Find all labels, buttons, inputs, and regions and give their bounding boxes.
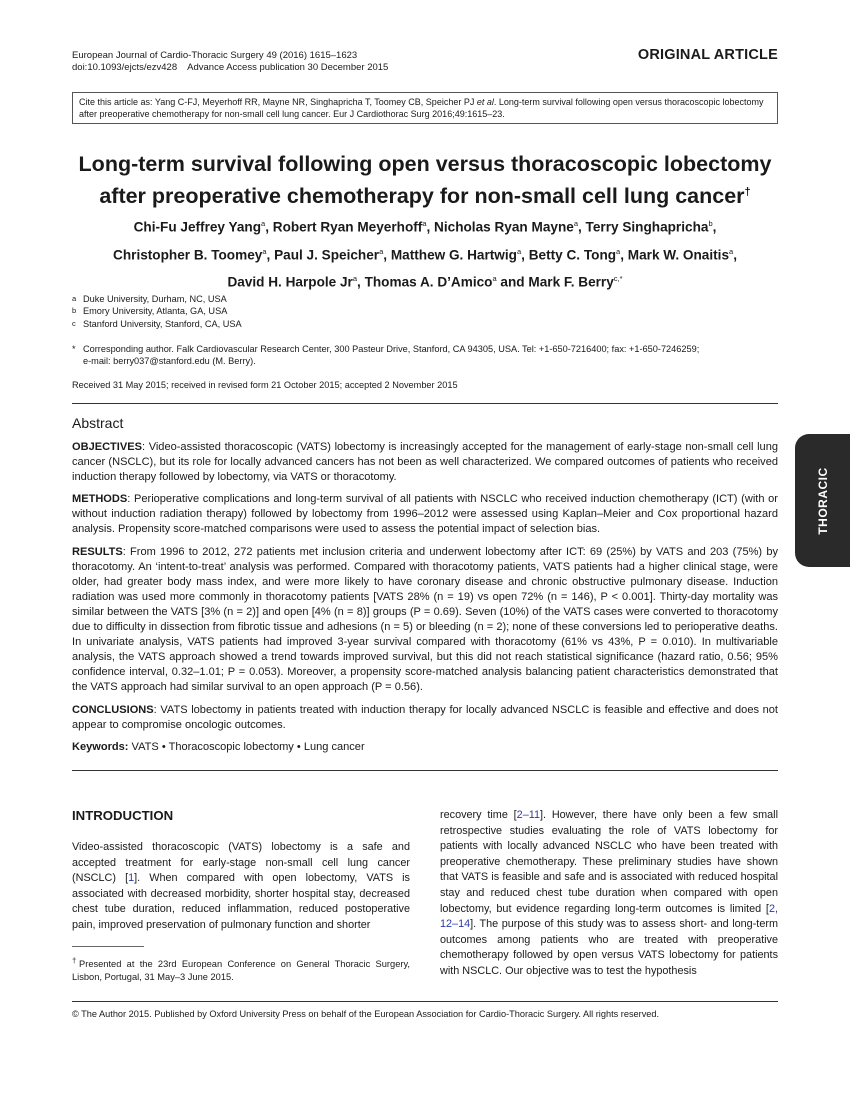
affiliations (72, 293, 242, 330)
intro-column-2: recovery time [2–11]. However, there have only been a few small retrospective studies evaluating the role of VATS lobectomy for patients with locally advanced NSCLC who have been treated with preoperative chemotherapy. These preliminary studies have shown that VATS is feasible and safe and is associated with reduced hospital stay and reduced chest tube duration when compared with open lobectomy, but evidence regarding long-term outcomes is limited [2, 12–14]. The purpose of this study was to assess short- and long-term outcomes among patients who are treated with preoperative chemotherapy followed by open versus VATS lobectomy for patients with NSCLC. Our objective was to test the hypothesis (440, 809, 778, 977)
article-title (60, 150, 790, 210)
corresponding-author: * Corresponding author. Falk Cardiovascular Research Center, 300 Pasteur Drive, Stanford, CA 94305, USA. Tel: +1-650-7216400; fax: +1-650-7246259; e-mail: berry037@stanford.edu (M. Berry). (72, 343, 752, 368)
affiliation-item: b Emory University, Atlanta, GA, USA (72, 306, 228, 317)
abstract-objectives: OBJECTIVES: Video-assisted thoracoscopic (VATS) lobectomy is increasingly accepted for the management of early-stage non-small cell lung cancer (NSCLC), but its role for locally advanced cancers has not been as well characterized. We compared outcomes of patients who received induction therapy followed by lobectomy, via VATS or thoracotomy. (72, 441, 778, 484)
author-name: David H. Harpole Jr (227, 274, 353, 290)
author-name: Paul J. Speicher (274, 247, 380, 263)
cite-tail: . Long-term survival following open versus thoracoscopic lobectomy after preoperative chemotherapy for non-small cell lung cancer. Eur J Cardiothorac Surg 2016;49:1615–23. (79, 97, 764, 119)
author-line-1: Chi-Fu Jeffrey Yang$^a$, Robert Ryan Meyerhoff$^a$, Nicholas Ryan Mayne$^a$, Terry Singhapricha$^b$, (133, 219, 717, 235)
introduction-heading: INTRODUCTION (72, 808, 174, 823)
footnote-divider (72, 946, 144, 947)
author-line-3: David H. Harpole Jr$^a$, Thomas A. D’Amico$^a$ and Mark F. Berry$^{c,*}$ (227, 274, 623, 290)
corresponding-email: e-mail: berry037@stanford.edu (M. Berry). (83, 356, 256, 367)
abstract-conclusions: CONCLUSIONS: VATS lobectomy in patients treated with induction therapy for locally advanced NSCLC is feasible and effective and does not appear to compromise oncologic outcomes. (72, 703, 778, 731)
cite-lead: Cite this article as: Yang C-FJ, Meyerhoff RR, Mayne NR, Singhapricha T, Toomey CB, Speicher PJ (79, 97, 477, 107)
title-line-1: Long-term survival following open versus thoracoscopic lobectomy (78, 152, 772, 176)
divider (72, 1001, 778, 1002)
received-dates: Received 31 May 2015; received in revised form 21 October 2015; accepted 2 November 2015 (72, 380, 458, 390)
author-name: Terry Singhapricha (585, 219, 709, 235)
author-name: Christopher B. Toomey (113, 247, 263, 263)
abstract-body (72, 440, 778, 762)
author-name: Nicholas Ryan Mayne (434, 219, 574, 235)
abstract-heading: Abstract (72, 415, 124, 431)
title-line-2: after preoperative chemotherapy for non-small cell lung cancer† (99, 184, 751, 209)
section-tab-label: THORACIC (815, 466, 830, 535)
article-type-label: ORIGINAL ARTICLE (637, 47, 778, 63)
author-list (60, 212, 790, 295)
intro-column-1: Video-assisted thoracoscopic (VATS) lobectomy is a safe and accepted treatment for early-stage non-small cell lung cancer (NSCLC) [1]. When compared with open lobectomy, VATS is associated with decreased morbidity, shorter hospital stay, decreased chest tube duration, reduced inflammation, reduced postoperative pain, improved preservation of pulmonary function and shorter (72, 841, 410, 931)
abstract-results: RESULTS: From 1996 to 2012, 272 patients met inclusion criteria and underwent lobectomy after ICT: 69 (25%) by VATS and 203 (75%) by thoracotomy. An ‘intent-to-treat’ analysis was performed. Compared with thoracotomy patients, VATS patients had a higher clinical stage, were older, had greater body mass index, and were more likely to have coronary disease and chronic obstructive pulmonary disease. Induction radiation was used more commonly in thoracotomy patients [VATS 28% (n = 19) vs open 72% (n = 146), P < 0.001]. Thirty-day mortality was similar between the VATS [3% (n = 2)] and open [4% (n = 8)] groups (P = 0.69). Seven (10%) of the VATS cases were converted to thoracotomy due to difficulty in dissection from fibrotic tissue and adhesions (n = 5) or bleeding (n = 2); none of these conversions led to perioperative deaths. In univariate analysis, VATS patients had improved 3-year survival compared with thoracotomy (61% vs 43%, P = 0.010). In multivariable analysis, the VATS approach showed a trend towards improved survival, but this did not reach statistical significance (hazard ratio, 0.56; 95% confidence interval, 0.32–1.01; P = 0.053). Moreover, a propensity score-matched analysis balancing patient characteristics demonstrated that the VATS approach had similar survival to an open approach (P = 0.56). (72, 545, 778, 694)
affiliation-item: a Duke University, Durham, NC, USA (72, 294, 227, 304)
section-tab (795, 434, 850, 567)
author-line-2: Christopher B. Toomey$^a$, Paul J. Speicher$^a$, Matthew G. Hartwig$^a$, Betty C. Tong$^a$, Mark W. Onaitis$^a$, (113, 246, 737, 263)
cite-etal: et al (476, 97, 494, 107)
title-dagger: † (744, 186, 751, 198)
reference-link[interactable]: 2, 12–14 (440, 902, 778, 931)
author-name: Robert Ryan Meyerhoff (272, 219, 423, 235)
footnote: †Presented at the 23rd European Conference on General Thoracic Surgery, Lisbon, Portugal, 31 May–3 June 2015. (72, 956, 410, 982)
author-name: Matthew G. Hartwig (390, 247, 517, 263)
affiliation-item: c Stanford University, Stanford, CA, USA (72, 318, 242, 329)
journal-citation-line: European Journal of Cardio-Thoracic Surgery 49 (2016) 1615–1623 (72, 50, 358, 61)
author-name: Chi-Fu Jeffrey Yang (133, 219, 262, 235)
reference-link[interactable]: 2–11 (516, 809, 540, 821)
cite-box (72, 92, 778, 124)
author-name: Betty C. Tong (528, 247, 617, 263)
author-name: Mark F. Berry (528, 274, 614, 290)
divider (72, 403, 778, 404)
keywords: Keywords: VATS • Thoracoscopic lobectomy • Lung cancer (72, 740, 365, 753)
copyright-notice: © The Author 2015. Published by Oxford University Press on behalf of the European Association for Cardio-Thoracic Surgery. All rights reserved. (72, 1009, 660, 1019)
journal-info (72, 50, 388, 74)
author-name: Mark W. Onaitis (627, 247, 730, 263)
abstract-methods: METHODS: Perioperative complications and long-term survival of all patients with NSCLC who received induction chemotherapy (ICT) (with or without induction radiation therapy) followed by lobectomy from 1996–2012 were assessed using Kaplan–Meier and Cox proportional hazard analysis. Propensity score-matched comparisons were used to assess the potential impact of selection bias. (72, 493, 778, 536)
divider (72, 770, 778, 771)
reference-link[interactable]: 1 (128, 872, 135, 885)
doi-line: doi:10.1093/ejcts/ezv428 Advance Access publication 30 December 2015 (72, 62, 389, 73)
author-name: Thomas A. D’Amico (364, 274, 493, 290)
